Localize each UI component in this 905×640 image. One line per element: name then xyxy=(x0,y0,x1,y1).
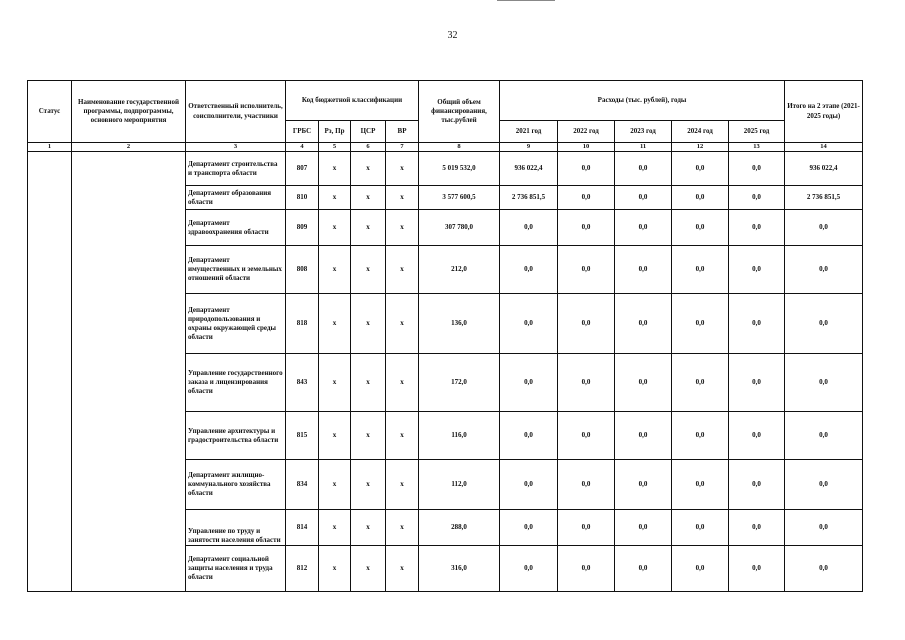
column-number: 2 xyxy=(72,143,186,152)
y2021-cell: 0,0 xyxy=(500,246,558,294)
program-name-cell xyxy=(72,152,186,592)
column-number: 8 xyxy=(419,143,500,152)
y2023-cell: 0,0 xyxy=(615,510,672,546)
total-cell: 212,0 xyxy=(419,246,500,294)
y2024-cell: 0,0 xyxy=(672,246,729,294)
column-number: 5 xyxy=(319,143,351,152)
y2021-cell: 0,0 xyxy=(500,460,558,510)
grbs-cell: 808 xyxy=(286,246,319,294)
header-2025: 2025 год xyxy=(729,121,785,143)
executor-cell: Департамент образования области xyxy=(186,186,286,210)
y2025-cell: 0,0 xyxy=(729,246,785,294)
y2022-cell: 0,0 xyxy=(558,210,615,246)
y2023-cell: 0,0 xyxy=(615,152,672,186)
column-number: 11 xyxy=(615,143,672,152)
total-cell: 5 019 532,0 xyxy=(419,152,500,186)
y2024-cell: 0,0 xyxy=(672,294,729,354)
rz-pr-cell: x xyxy=(319,294,351,354)
header-2022: 2022 год xyxy=(558,121,615,143)
y2023-cell: 0,0 xyxy=(615,294,672,354)
total-cell: 3 577 600,5 xyxy=(419,186,500,210)
vr-cell: x xyxy=(386,510,419,546)
executor-cell: Департамент жилищно-коммунального хозяйства области xyxy=(186,460,286,510)
rz-pr-cell: x xyxy=(319,152,351,186)
y2021-cell: 0,0 xyxy=(500,294,558,354)
y2023-cell: 0,0 xyxy=(615,186,672,210)
rz-pr-cell: x xyxy=(319,412,351,460)
grbs-cell: 818 xyxy=(286,294,319,354)
status-cell xyxy=(28,152,72,592)
executor-cell: Департамент имущественных и земельных отношений области xyxy=(186,246,286,294)
grbs-cell: 809 xyxy=(286,210,319,246)
header-rz-pr: Рз, Пр xyxy=(319,121,351,143)
column-number: 1 xyxy=(28,143,72,152)
vr-cell: x xyxy=(386,412,419,460)
y2025-cell: 0,0 xyxy=(729,210,785,246)
executor-cell: Управление по труду и занятости населения области xyxy=(186,510,286,546)
y2021-cell: 0,0 xyxy=(500,210,558,246)
vr-cell: x xyxy=(386,546,419,592)
executor-cell: Управление архитектуры и градостроительства области xyxy=(186,412,286,460)
total-cell: 316,0 xyxy=(419,546,500,592)
grbs-cell: 843 xyxy=(286,354,319,412)
vr-cell: x xyxy=(386,210,419,246)
grbs-cell: 815 xyxy=(286,412,319,460)
y2021-cell: 2 736 851,5 xyxy=(500,186,558,210)
stage-total-cell: 0,0 xyxy=(785,546,863,592)
vr-cell: x xyxy=(386,246,419,294)
vr-cell: x xyxy=(386,152,419,186)
csr-cell: x xyxy=(351,546,386,592)
column-number: 12 xyxy=(672,143,729,152)
stage-total-cell: 2 736 851,5 xyxy=(785,186,863,210)
column-number: 3 xyxy=(186,143,286,152)
executor-cell: Департамент строительства и транспорта области xyxy=(186,152,286,186)
header-stage-total: Итого на 2 этапе (2021-2025 годы) xyxy=(785,81,863,143)
y2025-cell: 0,0 xyxy=(729,546,785,592)
stage-total-cell: 0,0 xyxy=(785,246,863,294)
y2025-cell: 0,0 xyxy=(729,412,785,460)
executor-cell: Департамент здравоохранения области xyxy=(186,210,286,246)
grbs-cell: 814 xyxy=(286,510,319,546)
stage-total-cell: 0,0 xyxy=(785,460,863,510)
header-name: Наименование государственной программы, подпрограммы, основного мероприятия xyxy=(72,81,186,143)
csr-cell: x xyxy=(351,210,386,246)
y2021-cell: 0,0 xyxy=(500,510,558,546)
vr-cell: x xyxy=(386,294,419,354)
executor-cell: Департамент социальной защиты населения и труда области xyxy=(186,546,286,592)
vr-cell: x xyxy=(386,460,419,510)
csr-cell: x xyxy=(351,354,386,412)
rz-pr-cell: x xyxy=(319,460,351,510)
y2022-cell: 0,0 xyxy=(558,294,615,354)
y2025-cell: 0,0 xyxy=(729,294,785,354)
total-cell: 307 780,0 xyxy=(419,210,500,246)
stage-total-cell: 0,0 xyxy=(785,294,863,354)
y2022-cell: 0,0 xyxy=(558,546,615,592)
y2022-cell: 0,0 xyxy=(558,186,615,210)
y2022-cell: 0,0 xyxy=(558,354,615,412)
rz-pr-cell: x xyxy=(319,186,351,210)
y2021-cell: 936 022,4 xyxy=(500,152,558,186)
csr-cell: x xyxy=(351,412,386,460)
rz-pr-cell: x xyxy=(319,510,351,546)
csr-cell: x xyxy=(351,246,386,294)
y2024-cell: 0,0 xyxy=(672,460,729,510)
y2022-cell: 0,0 xyxy=(558,510,615,546)
column-number: 6 xyxy=(351,143,386,152)
y2023-cell: 0,0 xyxy=(615,246,672,294)
column-number-row xyxy=(28,143,863,152)
total-cell: 288,0 xyxy=(419,510,500,546)
scan-mark xyxy=(497,0,555,1)
rz-pr-cell: x xyxy=(319,246,351,294)
total-cell: 172,0 xyxy=(419,354,500,412)
grbs-cell: 812 xyxy=(286,546,319,592)
column-number: 14 xyxy=(785,143,863,152)
y2022-cell: 0,0 xyxy=(558,412,615,460)
y2023-cell: 0,0 xyxy=(615,412,672,460)
header-grbs: ГРБС xyxy=(286,121,319,143)
stage-total-cell: 0,0 xyxy=(785,354,863,412)
csr-cell: x xyxy=(351,152,386,186)
column-number: 7 xyxy=(386,143,419,152)
stage-total-cell: 0,0 xyxy=(785,210,863,246)
executor-cell: Департамент природопользования и охраны окружающей среды области xyxy=(186,294,286,354)
column-number: 9 xyxy=(500,143,558,152)
page-number: 32 xyxy=(447,30,458,41)
y2024-cell: 0,0 xyxy=(672,152,729,186)
rz-pr-cell: x xyxy=(319,354,351,412)
y2024-cell: 0,0 xyxy=(672,210,729,246)
csr-cell: x xyxy=(351,294,386,354)
y2025-cell: 0,0 xyxy=(729,186,785,210)
stage-total-cell: 936 022,4 xyxy=(785,152,863,186)
executor-cell: Управление государственного заказа и лицензирования области xyxy=(186,354,286,412)
y2025-cell: 0,0 xyxy=(729,510,785,546)
stage-total-cell: 0,0 xyxy=(785,412,863,460)
grbs-cell: 807 xyxy=(286,152,319,186)
y2024-cell: 0,0 xyxy=(672,186,729,210)
stage-total-cell: 0,0 xyxy=(785,510,863,546)
y2024-cell: 0,0 xyxy=(672,510,729,546)
total-cell: 116,0 xyxy=(419,412,500,460)
vr-cell: x xyxy=(386,186,419,210)
y2023-cell: 0,0 xyxy=(615,460,672,510)
total-cell: 136,0 xyxy=(419,294,500,354)
table-row xyxy=(28,152,863,186)
column-number: 10 xyxy=(558,143,615,152)
y2021-cell: 0,0 xyxy=(500,354,558,412)
header-csr: ЦСР xyxy=(351,121,386,143)
header-expenses: Расходы (тыс. рублей), годы xyxy=(500,81,785,121)
grbs-cell: 834 xyxy=(286,460,319,510)
y2023-cell: 0,0 xyxy=(615,546,672,592)
rz-pr-cell: x xyxy=(319,546,351,592)
header-total: Общий объем финансирования, тыс.рублей xyxy=(419,81,500,143)
header-vr: ВР xyxy=(386,121,419,143)
y2025-cell: 0,0 xyxy=(729,460,785,510)
vr-cell: x xyxy=(386,354,419,412)
y2021-cell: 0,0 xyxy=(500,412,558,460)
rz-pr-cell: x xyxy=(319,210,351,246)
y2025-cell: 0,0 xyxy=(729,354,785,412)
header-2021: 2021 год xyxy=(500,121,558,143)
y2021-cell: 0,0 xyxy=(500,546,558,592)
y2022-cell: 0,0 xyxy=(558,246,615,294)
y2024-cell: 0,0 xyxy=(672,412,729,460)
header-budget-code: Код бюджетной классификации xyxy=(286,81,419,121)
csr-cell: x xyxy=(351,460,386,510)
csr-cell: x xyxy=(351,186,386,210)
y2023-cell: 0,0 xyxy=(615,354,672,412)
y2025-cell: 0,0 xyxy=(729,152,785,186)
total-cell: 112,0 xyxy=(419,460,500,510)
header-2024: 2024 год xyxy=(672,121,729,143)
column-number: 4 xyxy=(286,143,319,152)
y2022-cell: 0,0 xyxy=(558,152,615,186)
budget-table xyxy=(27,80,863,592)
header-executor: Ответственный исполнитель, соисполнители, участники xyxy=(186,81,286,143)
header-row-1 xyxy=(28,81,863,121)
y2023-cell: 0,0 xyxy=(615,210,672,246)
header-2023: 2023 год xyxy=(615,121,672,143)
grbs-cell: 810 xyxy=(286,186,319,210)
csr-cell: x xyxy=(351,510,386,546)
column-number: 13 xyxy=(729,143,785,152)
y2022-cell: 0,0 xyxy=(558,460,615,510)
y2024-cell: 0,0 xyxy=(672,546,729,592)
header-status: Статус xyxy=(28,81,72,143)
y2024-cell: 0,0 xyxy=(672,354,729,412)
